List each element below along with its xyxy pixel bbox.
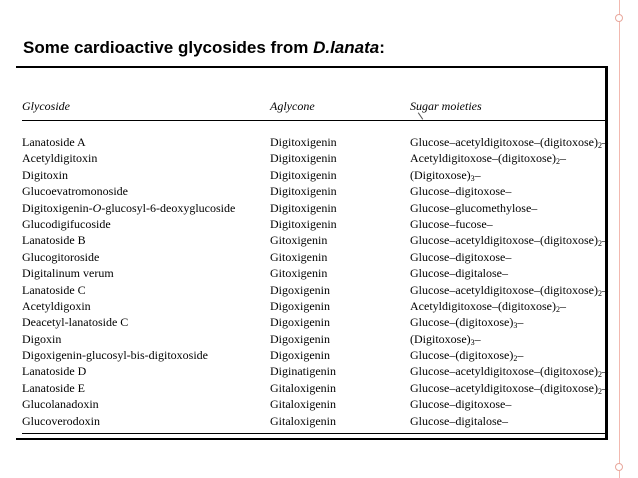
sugar-tail: – xyxy=(601,380,608,395)
aglycone-cell: Digitoxigenin xyxy=(270,216,337,231)
glycoside-name-cell xyxy=(22,347,235,363)
sugar-subscript: 2 xyxy=(597,239,602,249)
sugar-cell xyxy=(410,331,608,347)
glycoside-column xyxy=(22,134,235,429)
glycoside-table xyxy=(16,66,608,440)
sugar-text: Acetyldigitoxose–(digitoxose) xyxy=(410,298,556,313)
sugar-subscript: 2 xyxy=(513,354,518,364)
sugar-cell xyxy=(410,150,608,166)
sugar-text: Glucose–digitalose– xyxy=(410,413,508,428)
sugar-tail: – xyxy=(601,364,608,379)
sugar-cell xyxy=(410,413,608,429)
accent-dot-bottom xyxy=(615,463,623,471)
aglycone-cell: Digitoxigenin xyxy=(270,135,337,149)
sugar-cell xyxy=(410,363,608,379)
aglycone-cell: Digoxigenin xyxy=(270,298,330,313)
glycoside-name-cell xyxy=(22,380,235,396)
accent-dot-top xyxy=(615,14,623,22)
glycoside-name-cell xyxy=(22,200,235,216)
sugar-cell xyxy=(410,347,608,363)
aglycone-cell: Gitaloxigenin xyxy=(270,397,336,412)
glycoside-name: Lanatoside C xyxy=(22,282,86,297)
header-sugar-moieties: Sugar moieties xyxy=(410,99,482,113)
glycoside-name: Glucodigifucoside xyxy=(22,216,111,231)
glycoside-name: Lanatoside B xyxy=(22,233,86,248)
glycoside-name-cell xyxy=(22,167,235,183)
glycoside-name: Lanatoside D xyxy=(22,364,87,379)
sugar-tail: – xyxy=(474,331,481,346)
aglycone-cell: Diginatigenin xyxy=(270,364,336,379)
sugar-text: Glucose–acetyldigitoxose–(digitoxose) xyxy=(410,233,598,248)
sugar-subscript: 3 xyxy=(470,173,475,183)
sugar-tail: – xyxy=(601,282,608,297)
sugar-subscript: 2 xyxy=(597,288,602,298)
glycoside-name: Lanatoside A xyxy=(22,135,86,149)
sugar-subscript: 2 xyxy=(555,157,560,167)
sugar-text: Glucose–acetyldigitoxose–(digitoxose) xyxy=(410,135,598,149)
aglycone-cell: Gitaloxigenin xyxy=(270,380,336,395)
sugar-subscript: 2 xyxy=(597,386,602,396)
aglycone-cell: Gitaloxigenin xyxy=(270,413,336,428)
glycoside-name: Digitoxigenin- xyxy=(22,200,93,215)
glycoside-name-rest: -glucosyl-6-deoxyglucoside xyxy=(101,200,236,215)
glycoside-name: Acetyldigoxin xyxy=(22,298,91,313)
sugar-cell xyxy=(410,298,608,314)
sugar-cell xyxy=(410,134,608,150)
sugar-text: (Digitoxose) xyxy=(410,331,471,346)
header-glycoside: Glycoside xyxy=(22,99,70,113)
aglycone-cell: Digoxigenin xyxy=(270,331,330,346)
aglycone-cell: Digoxigenin xyxy=(270,348,330,363)
sugar-tail: – xyxy=(559,298,566,313)
sugar-tail: – xyxy=(601,233,608,248)
sugar-tail: – xyxy=(517,315,524,330)
sugar-text: Acetyldigitoxose–(digitoxose) xyxy=(410,151,556,166)
aglycone-cell: Digitoxigenin xyxy=(270,200,337,215)
sugar-subscript: 2 xyxy=(555,304,560,314)
glycoside-name: Digitalinum verum xyxy=(22,266,114,281)
sugar-text: Glucose–acetyldigitoxose–(digitoxose) xyxy=(410,380,598,395)
glycoside-name-cell xyxy=(22,298,235,314)
aglycone-cell: Gitoxigenin xyxy=(270,266,328,281)
glycoside-name-cell xyxy=(22,150,235,166)
sugar-cell xyxy=(410,183,608,199)
glycoside-name: Glucolanadoxin xyxy=(22,397,99,412)
title-prefix: Some cardioactive glycosides from xyxy=(23,38,314,57)
sugar-text: Glucose–digitoxose– xyxy=(410,249,512,264)
glycoside-name-cell xyxy=(22,265,235,281)
glycoside-name-italic: O xyxy=(92,200,102,215)
sugar-subscript: 3 xyxy=(513,321,518,331)
sugar-text: Glucose–acetyldigitoxose–(digitoxose) xyxy=(410,364,598,379)
glycoside-name-cell xyxy=(22,413,235,429)
sugar-text: Glucose–fucose– xyxy=(410,216,493,231)
sugar-subscript: 2 xyxy=(597,370,602,380)
sugar-text: Glucose–digitalose– xyxy=(410,266,508,281)
glycoside-name: Acetyldigitoxin xyxy=(22,151,98,166)
aglycone-cell: Gitoxigenin xyxy=(270,233,328,248)
sugar-text: (Digitoxose) xyxy=(410,167,471,182)
sugar-text: Glucose–acetyldigitoxose–(digitoxose) xyxy=(410,282,598,297)
sugar-subscript: 3 xyxy=(470,337,475,347)
glycoside-name: Digoxigenin-glucosyl-bis-digitoxoside xyxy=(22,348,208,363)
aglycone-cell: Digitoxigenin xyxy=(270,184,337,199)
header-rule xyxy=(22,120,608,121)
sugar-text: Glucose–(digitoxose) xyxy=(410,348,514,363)
sugar-cell xyxy=(410,265,608,281)
glycoside-name: Glucoevatromonoside xyxy=(22,184,128,199)
table-end-rule xyxy=(22,433,608,434)
sugar-cell xyxy=(410,216,608,232)
slide-title xyxy=(23,38,385,58)
glycoside-name-cell xyxy=(22,282,235,298)
aglycone-cell: Digitoxigenin xyxy=(270,151,337,166)
sugar-text: Glucose–(digitoxose) xyxy=(410,315,514,330)
sugar-tail: – xyxy=(601,135,608,149)
sugar-cell xyxy=(410,167,608,183)
sugar-cell xyxy=(410,200,608,216)
glycoside-name-cell xyxy=(22,216,235,232)
table-top-border xyxy=(16,66,608,68)
glycoside-name: Digitoxin xyxy=(22,167,69,182)
sugar-tail: – xyxy=(559,151,566,166)
table-bottom-border xyxy=(16,438,608,440)
aglycone-cell: Gitoxigenin xyxy=(270,249,328,264)
sugar-cell xyxy=(410,249,608,265)
glycoside-name-cell xyxy=(22,183,235,199)
sugar-cell xyxy=(410,232,608,248)
title-genus: D.lanata xyxy=(313,38,380,57)
glycoside-name-cell xyxy=(22,249,235,265)
sugar-column xyxy=(410,134,608,429)
sugar-cell xyxy=(410,396,608,412)
glycoside-name-cell xyxy=(22,363,235,379)
sugar-text: Glucose–digitoxose– xyxy=(410,184,512,199)
aglycone-cell: Digoxigenin xyxy=(270,282,330,297)
glycoside-name-cell xyxy=(22,331,235,347)
aglycone-cell: Digoxigenin xyxy=(270,315,330,330)
glycoside-name-cell xyxy=(22,134,235,150)
sugar-cell xyxy=(410,282,608,298)
sugar-tail: – xyxy=(517,348,524,363)
sugar-cell xyxy=(410,380,608,396)
glycoside-name-cell xyxy=(22,232,235,248)
sugar-text: Glucose–glucomethylose– xyxy=(410,200,538,215)
sugar-text: Glucose–digitoxose– xyxy=(410,397,512,412)
glycoside-name-cell xyxy=(22,396,235,412)
glycoside-name: Glucoverodoxin xyxy=(22,413,100,428)
glycoside-name: Deacetyl-lanatoside C xyxy=(22,315,129,330)
title-suffix: : xyxy=(379,38,385,57)
sugar-tail: – xyxy=(474,167,481,182)
glycoside-name: Digoxin xyxy=(22,331,62,346)
sugar-subscript: 2 xyxy=(597,141,602,150)
slide-accent-line xyxy=(619,0,620,478)
glycoside-name: Lanatoside E xyxy=(22,380,85,395)
sugar-cell xyxy=(410,314,608,330)
aglycone-cell: Digitoxigenin xyxy=(270,167,337,182)
aglycone-column xyxy=(270,134,337,429)
glycoside-name-cell xyxy=(22,314,235,330)
glycoside-name: Glucogitoroside xyxy=(22,249,100,264)
header-aglycone: Aglycone xyxy=(270,99,315,113)
